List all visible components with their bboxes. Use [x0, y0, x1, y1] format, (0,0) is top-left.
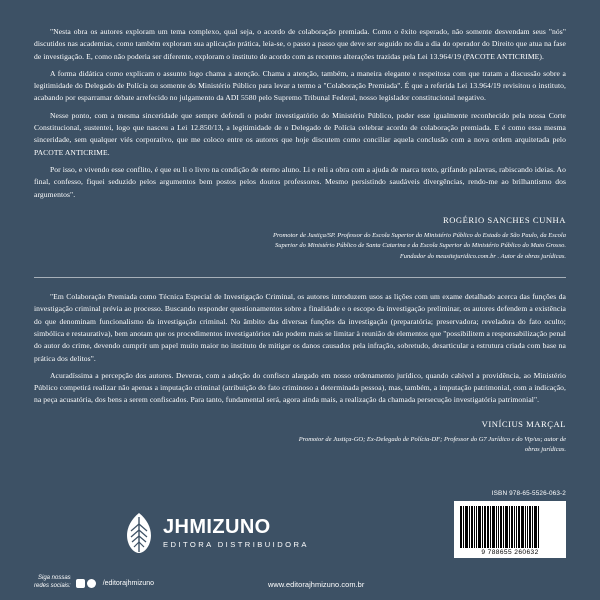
- social-icons: [76, 579, 98, 588]
- isbn-label: ISBN 978-65-5526-063-2: [491, 490, 566, 497]
- publisher-subtitle: EDITORA DISTRIBUIDORA: [163, 540, 309, 549]
- isbn-block: [454, 490, 566, 558]
- publisher-logo-area: [0, 468, 600, 600]
- leaf-icon: [122, 512, 156, 554]
- author-name: ROGÉRIO SANCHES CUNHA: [442, 214, 566, 225]
- blurb-second: [34, 291, 566, 407]
- author-name: VINÍCIUS MARÇAL: [481, 418, 566, 429]
- blurb-paragraph: A forma didática como explicam o assunto logo chama a atenção. Chama a atenção, também, a maneira elegante e respeitosa com que tratam a discussão sobre a legitimidade do Delegado de Polícia ou somente do Ministério Público para levar a termo a "Colaboração Premiada". É que a referida Lei 13.964/19 revisitou o instituto, acabando por esparramar debate arrefecido no julgamento da ADI 5580 pelo Supremo Tribunal Federal, nosso legislador constitucional negativo.: [34, 68, 566, 103]
- blurb-second-attribution: [34, 419, 566, 456]
- blurb-paragraph: Por isso, e vivendo esse conflito, é que eu li o livro na condição de eterno aluno. Li e reli a obra com a ajuda de marca texto, grifando palavras, rabiscando ideias. Ao final, confesso, fiquei seduzido pelos argumentos bem postos pelos doutos professores. Mesmo persistindo saudáveis divergências, rendo-me ao brilhantismo dos argumentos".: [34, 164, 566, 199]
- social-handle[interactable]: /editorajhmizuno: [102, 579, 155, 587]
- blurb-paragraph: "Em Colaboração Premiada como Técnica Especial de Investigação Criminal, os autores introduzem usos as lições com um exame detalhado acerca das funções da investigação criminal prévia ao processo. Buscando responder questionamentos sobre a finalidade e o escopo da investigação preliminar, os autores defendem a existência do que denominam funcionalismo da investigação criminal. No âmbito das diversas funções da investigação (preparatória; preservadora; reveladora do fato oculto; simbólica e restaurativa), bem anotam que os procedimentos investigatórios não podem mais se limitar à reunião de elementos que "possibilitem a responsabilização penal do autor do crime, devendo cumprir um papel muito maior no instituto de mitigar os danos causados pela infração, sobretudo, desarticular a estrutura criada com base na prática dos delitos".: [34, 292, 566, 363]
- blurb-paragraph: Acuradíssima a percepção dos autores. Deveras, com a adoção do confisco alargado em nosso ordenamento jurídico, quando cabível a providência, ao Ministério Público competirá realizar não apenas a imputação criminal (atribuição do fato criminoso a determinada pessoa), mas, também, a imputação patrimonial, com a indicação, na peça acusatória, dos bens a serem confiscados. Para tanto, fundamental será, agora ainda mais, a realização da chamada persecução investigatória patrimonial".: [34, 370, 566, 405]
- author-bio: Promotor de Justiça/SP. Professor do Escola Superior do Ministério Público do Estado de São Paulo, da Escola Superior do Ministério Público de Santa Catarina e da Escola Superior do Ministério Público do Mato Grosso. Fundador do meusitejuridico.com.br . Autor de obras jurídicas.: [273, 231, 566, 260]
- blurb-paragraph: Nesse ponto, com a mesma sinceridade que sempre defendi o poder investigatório do Ministério Público, poder esse igualmente reconhecido pela nossa Corte Constitucional, sustentei, logo que nasceu a Lei 12.850/13, a legitimidade de o Delegado de Polícia celebrar acordo de colaboração premiada. E é como essa mesma sinceridade, sem qualquer viés corporativo, que me coloco entre os autores que hoje discutem como conciliar aquela conclusão com a nova ordem arquitetada pelo PACOTE ANTICRIME.: [34, 110, 566, 157]
- section-divider: [34, 277, 566, 278]
- blurb-first-attribution: [34, 215, 566, 262]
- instagram-icon[interactable]: [87, 579, 96, 588]
- blurb-paragraph: "Nesta obra os autores exploram um tema complexo, qual seja, o acordo de colaboração premiada. Como o êxito esperado, não somente desvendam seus "nós" discutidos nas academias, como também exploram sua aplicação prática, leia-se, o passo a passo que deve ser seguido no dia a dia do operador do Direito que atua na fase de investigação. E, como não poderia ser diferente, exploram o instituto de acordo com as recentes alterações trazidas pela Lei 13.964/19 (PACOTE ANTICRIME).: [34, 27, 566, 61]
- barcode-icon: [454, 501, 566, 558]
- facebook-icon[interactable]: [76, 579, 85, 588]
- publisher-name: JHMIZUNO: [163, 516, 271, 538]
- barcode-bars: [460, 506, 560, 548]
- social-label: Siga nossas redes sociais:: [34, 575, 71, 590]
- blurb-first: [34, 26, 566, 201]
- author-bio: Promotor de Justiça-GO; Ex-Delegado de Polícia-DF; Professor do G7 Jurídico e do Vip/us; autor de obras jurídicas.: [298, 435, 566, 454]
- social-block: [34, 575, 154, 591]
- barcode-number: 9 788655 260632: [481, 549, 539, 556]
- publisher-logo: [122, 512, 309, 554]
- website-url[interactable]: www.editorajhmizuno.com.br: [268, 580, 365, 589]
